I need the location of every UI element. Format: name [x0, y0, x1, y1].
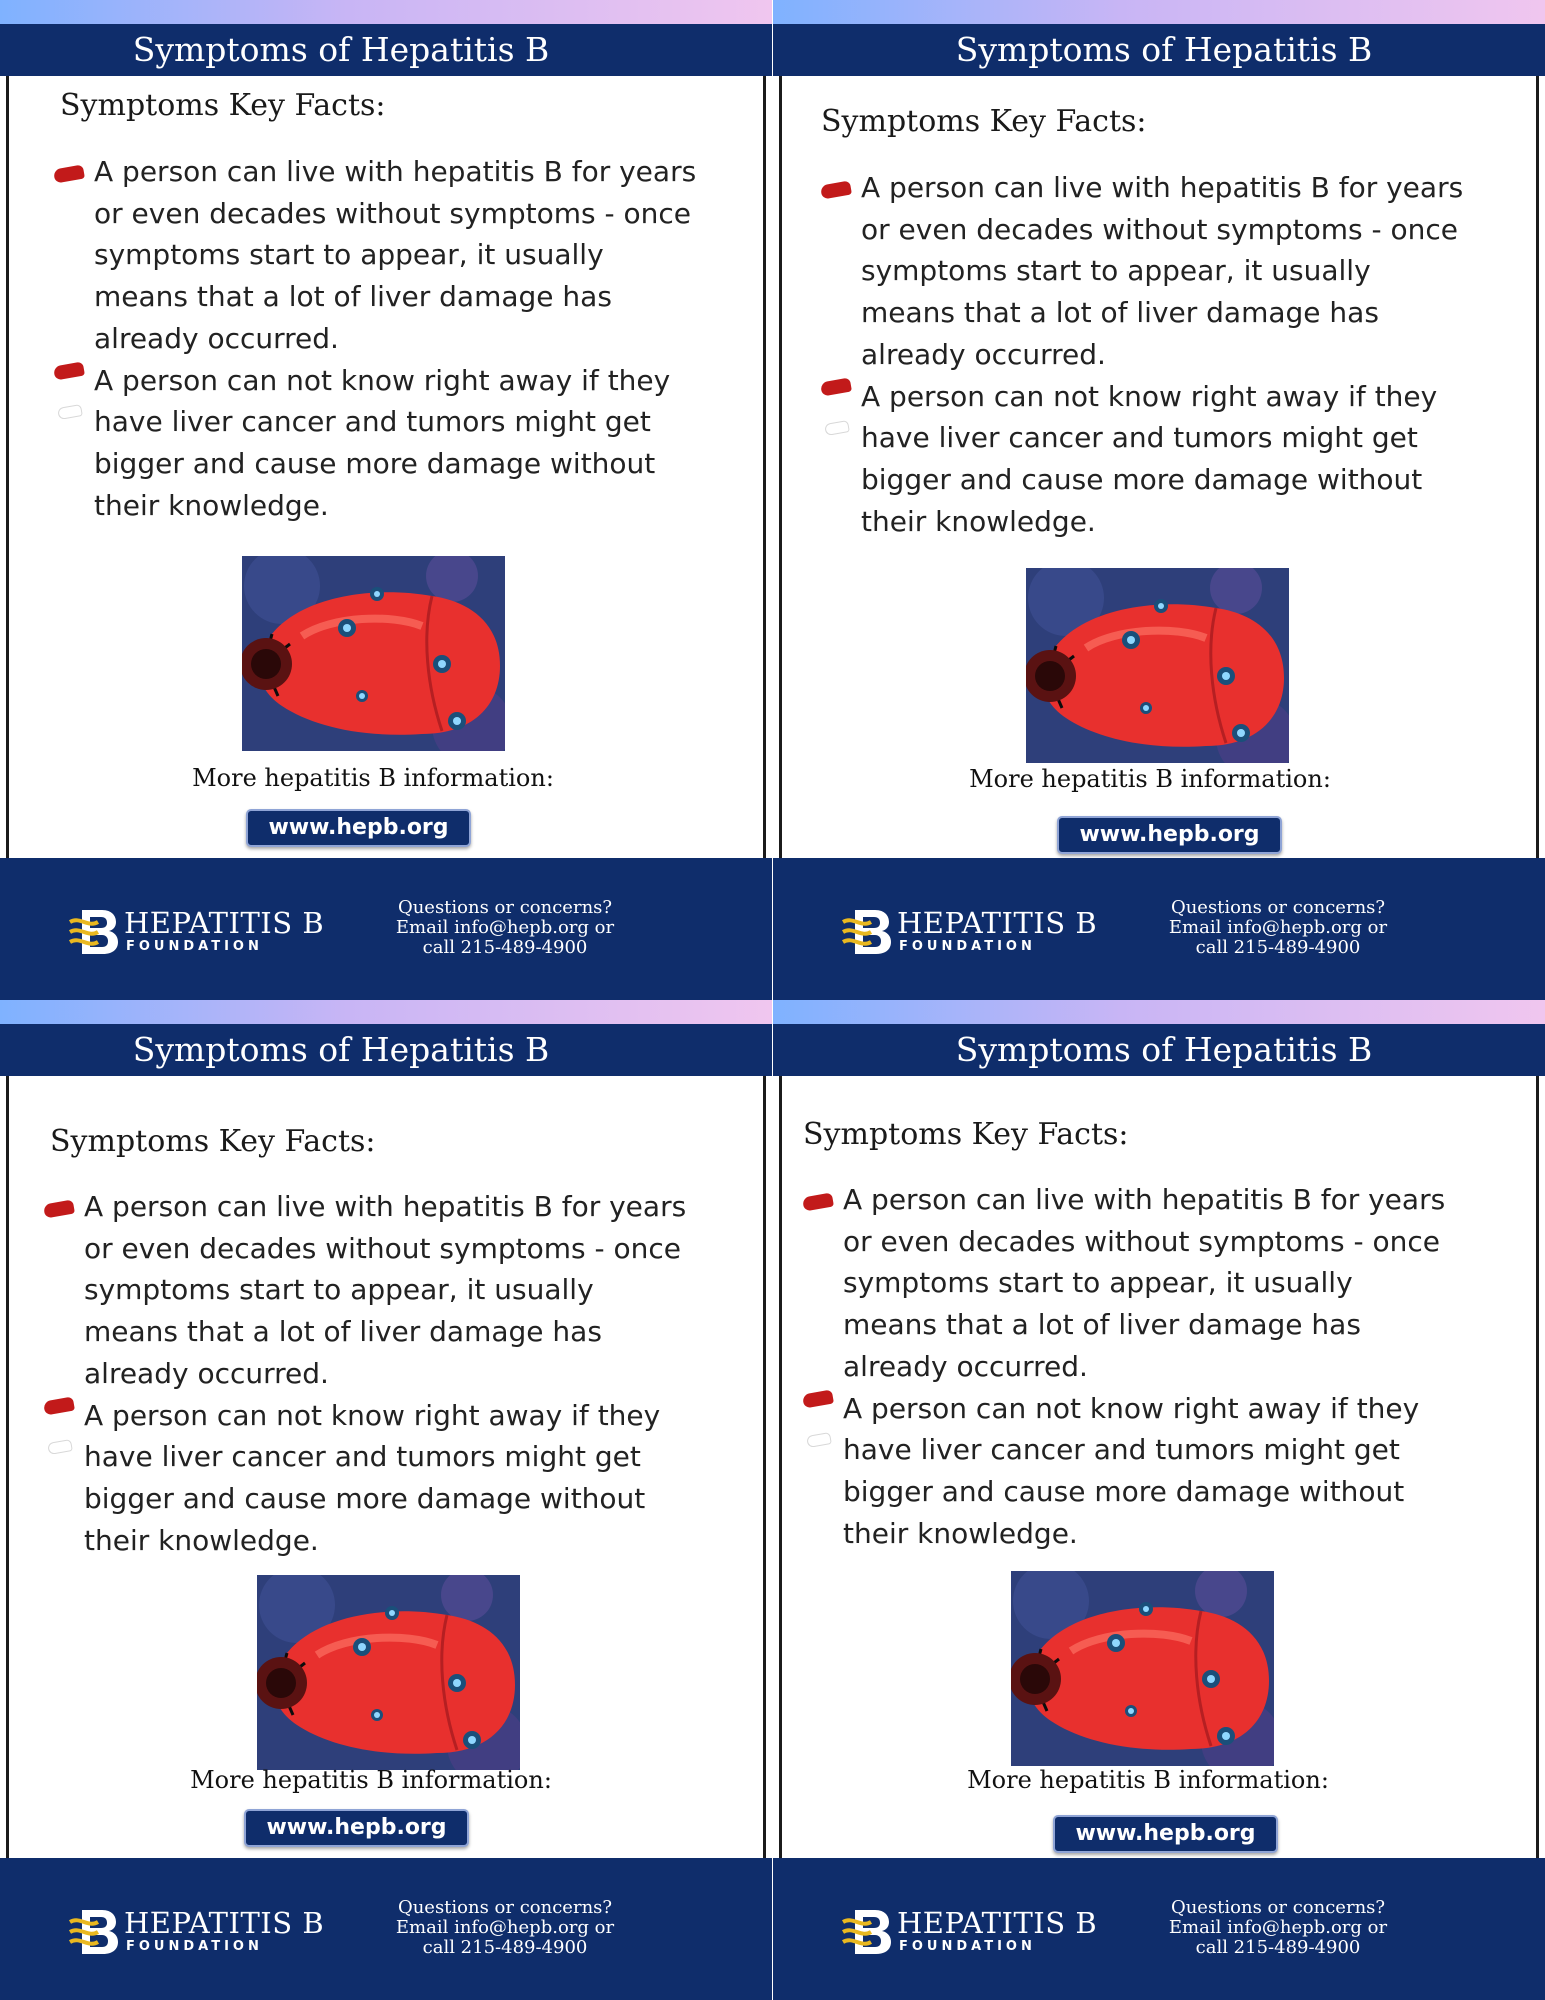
contact-line: Email info@hepb.org or: [395, 1917, 615, 1938]
liver-bullet-icon: [53, 361, 85, 380]
contact-line: call 215-489-4900: [1195, 1937, 1361, 1958]
facts-list: [54, 151, 704, 526]
fact-text: A person can live with hepatitis B for years or even decades without symptoms - once symptoms start to appear, it usually means that a lot of liver damage has already occurred.: [84, 1190, 687, 1390]
hepatitis-b-foundation-logo: [841, 904, 1098, 956]
liver-bullet-icon: [802, 1389, 834, 1408]
liver-bullet-icon: [53, 165, 85, 184]
fact-item: [44, 1186, 694, 1395]
flyer-card-top-left: [0, 0, 772, 1000]
fact-item: [803, 1388, 1453, 1555]
contact-line: Email info@hepb.org or: [1168, 917, 1388, 938]
logo-subtitle: FOUNDATION: [126, 1939, 263, 1954]
card-title: Symptoms of Hepatitis B: [0, 24, 772, 76]
fact-item: [821, 167, 1471, 376]
more-info-text: More hepatitis B information:: [969, 765, 1331, 793]
card-title: Symptoms of Hepatitis B: [773, 24, 1545, 76]
gradient-strip: [773, 1000, 1545, 1024]
hepatitis-b-logo-icon: [841, 904, 893, 956]
fact-text: A person can live with hepatitis B for years or even decades without symptoms - once symptoms start to appear, it usually means that a lot of liver damage has already occurred.: [843, 1183, 1446, 1383]
logo-name: HEPATITIS B: [124, 1906, 325, 1940]
logo-subtitle: FOUNDATION: [899, 1939, 1036, 1954]
facts-list: [803, 1179, 1453, 1554]
logo-subtitle: FOUNDATION: [899, 939, 1036, 954]
card-title: Symptoms of Hepatitis B: [773, 1024, 1545, 1076]
contact-line: Email info@hepb.org or: [1168, 1917, 1388, 1938]
hepatitis-b-foundation-logo: [68, 904, 325, 956]
footer: [0, 858, 772, 1000]
flyer-card-bottom-left: [0, 1000, 772, 2000]
key-facts-heading: Symptoms Key Facts:: [803, 1117, 1129, 1152]
hepatitis-b-logo-icon: [68, 1904, 120, 1956]
contact-line: Questions or concerns?: [397, 897, 613, 918]
more-info-text: More hepatitis B information:: [190, 1766, 552, 1794]
liver-virus-image: [242, 556, 505, 751]
card-content: [779, 76, 1539, 858]
liver-virus-image: [257, 1575, 520, 1770]
website-link-button[interactable]: www.hepb.org: [246, 809, 471, 847]
flyer-card-top-right: [773, 0, 1545, 1000]
liver-bullet-icon: [43, 1200, 75, 1219]
contact-info: [375, 1898, 635, 1958]
contact-line: call 215-489-4900: [422, 1937, 588, 1958]
logo-name: HEPATITIS B: [897, 906, 1098, 940]
logo-subtitle: FOUNDATION: [126, 939, 263, 954]
website-link-button[interactable]: www.hepb.org: [1053, 1815, 1278, 1853]
fact-text: A person can live with hepatitis B for years or even decades without symptoms - once symptoms start to appear, it usually means that a lot of liver damage has already occurred.: [861, 171, 1464, 371]
contact-info: [1148, 898, 1408, 958]
key-facts-heading: Symptoms Key Facts:: [50, 1124, 376, 1159]
website-link-button[interactable]: www.hepb.org: [244, 1809, 469, 1847]
key-facts-heading: Symptoms Key Facts:: [60, 88, 386, 123]
fact-text: A person can live with hepatitis B for years or even decades without symptoms - once symptoms start to appear, it usually means that a lot of liver damage has already occurred.: [94, 155, 697, 355]
footer: [0, 1858, 772, 2000]
contact-line: call 215-489-4900: [1195, 937, 1361, 958]
card-content: [6, 1076, 766, 1858]
fact-text: A person can not know right away if they have liver cancer and tumors might get bigger and cause more damage without their knowledge.: [94, 363, 671, 522]
hepatitis-b-foundation-logo: [68, 1904, 325, 1956]
hepatitis-b-foundation-logo: [841, 1904, 1098, 1956]
liver-virus-image: [1011, 1571, 1274, 1766]
fact-item: [821, 376, 1471, 543]
gradient-strip: [0, 0, 772, 24]
fact-item: [44, 1395, 694, 1562]
contact-line: Email info@hepb.org or: [395, 917, 615, 938]
liver-bullet-icon: [802, 1193, 834, 1212]
contact-info: [1148, 1898, 1408, 1958]
gradient-strip: [0, 1000, 772, 1024]
fact-text: A person can not know right away if they have liver cancer and tumors might get bigger and cause more damage without their knowledge.: [84, 1398, 661, 1557]
fact-item: [54, 360, 704, 527]
footer: [773, 858, 1545, 1000]
fact-text: A person can not know right away if they have liver cancer and tumors might get bigger and cause more damage without their knowledge.: [861, 379, 1438, 538]
more-info-text: More hepatitis B information:: [967, 1766, 1329, 1794]
website-link-button[interactable]: www.hepb.org: [1057, 816, 1282, 854]
key-facts-heading: Symptoms Key Facts:: [821, 104, 1147, 139]
hepatitis-b-logo-icon: [841, 1904, 893, 1956]
logo-name: HEPATITIS B: [124, 906, 325, 940]
faded-bullet-icon: [806, 1432, 832, 1448]
fact-text: A person can not know right away if they have liver cancer and tumors might get bigger and cause more damage without their knowledge.: [843, 1391, 1420, 1550]
card-content: [6, 76, 766, 858]
contact-line: Questions or concerns?: [1170, 1897, 1386, 1918]
logo-name: HEPATITIS B: [897, 1906, 1098, 1940]
faded-bullet-icon: [47, 1439, 73, 1455]
liver-bullet-icon: [820, 377, 852, 396]
flyer-card-bottom-right: [773, 1000, 1545, 2000]
card-content: [779, 1076, 1539, 1858]
fact-item: [803, 1179, 1453, 1388]
liver-bullet-icon: [43, 1396, 75, 1415]
contact-line: call 215-489-4900: [422, 937, 588, 958]
more-info-text: More hepatitis B information:: [192, 764, 554, 792]
facts-list: [44, 1186, 694, 1561]
card-title: Symptoms of Hepatitis B: [0, 1024, 772, 1076]
facts-list: [821, 167, 1471, 542]
footer: [773, 1858, 1545, 2000]
hepatitis-b-logo-icon: [68, 904, 120, 956]
gradient-strip: [773, 0, 1545, 24]
fact-item: [54, 151, 704, 360]
liver-bullet-icon: [820, 181, 852, 200]
faded-bullet-icon: [57, 404, 83, 420]
contact-line: Questions or concerns?: [1170, 897, 1386, 918]
liver-virus-image: [1026, 568, 1289, 763]
contact-info: [375, 898, 635, 958]
contact-line: Questions or concerns?: [397, 1897, 613, 1918]
faded-bullet-icon: [824, 420, 850, 436]
